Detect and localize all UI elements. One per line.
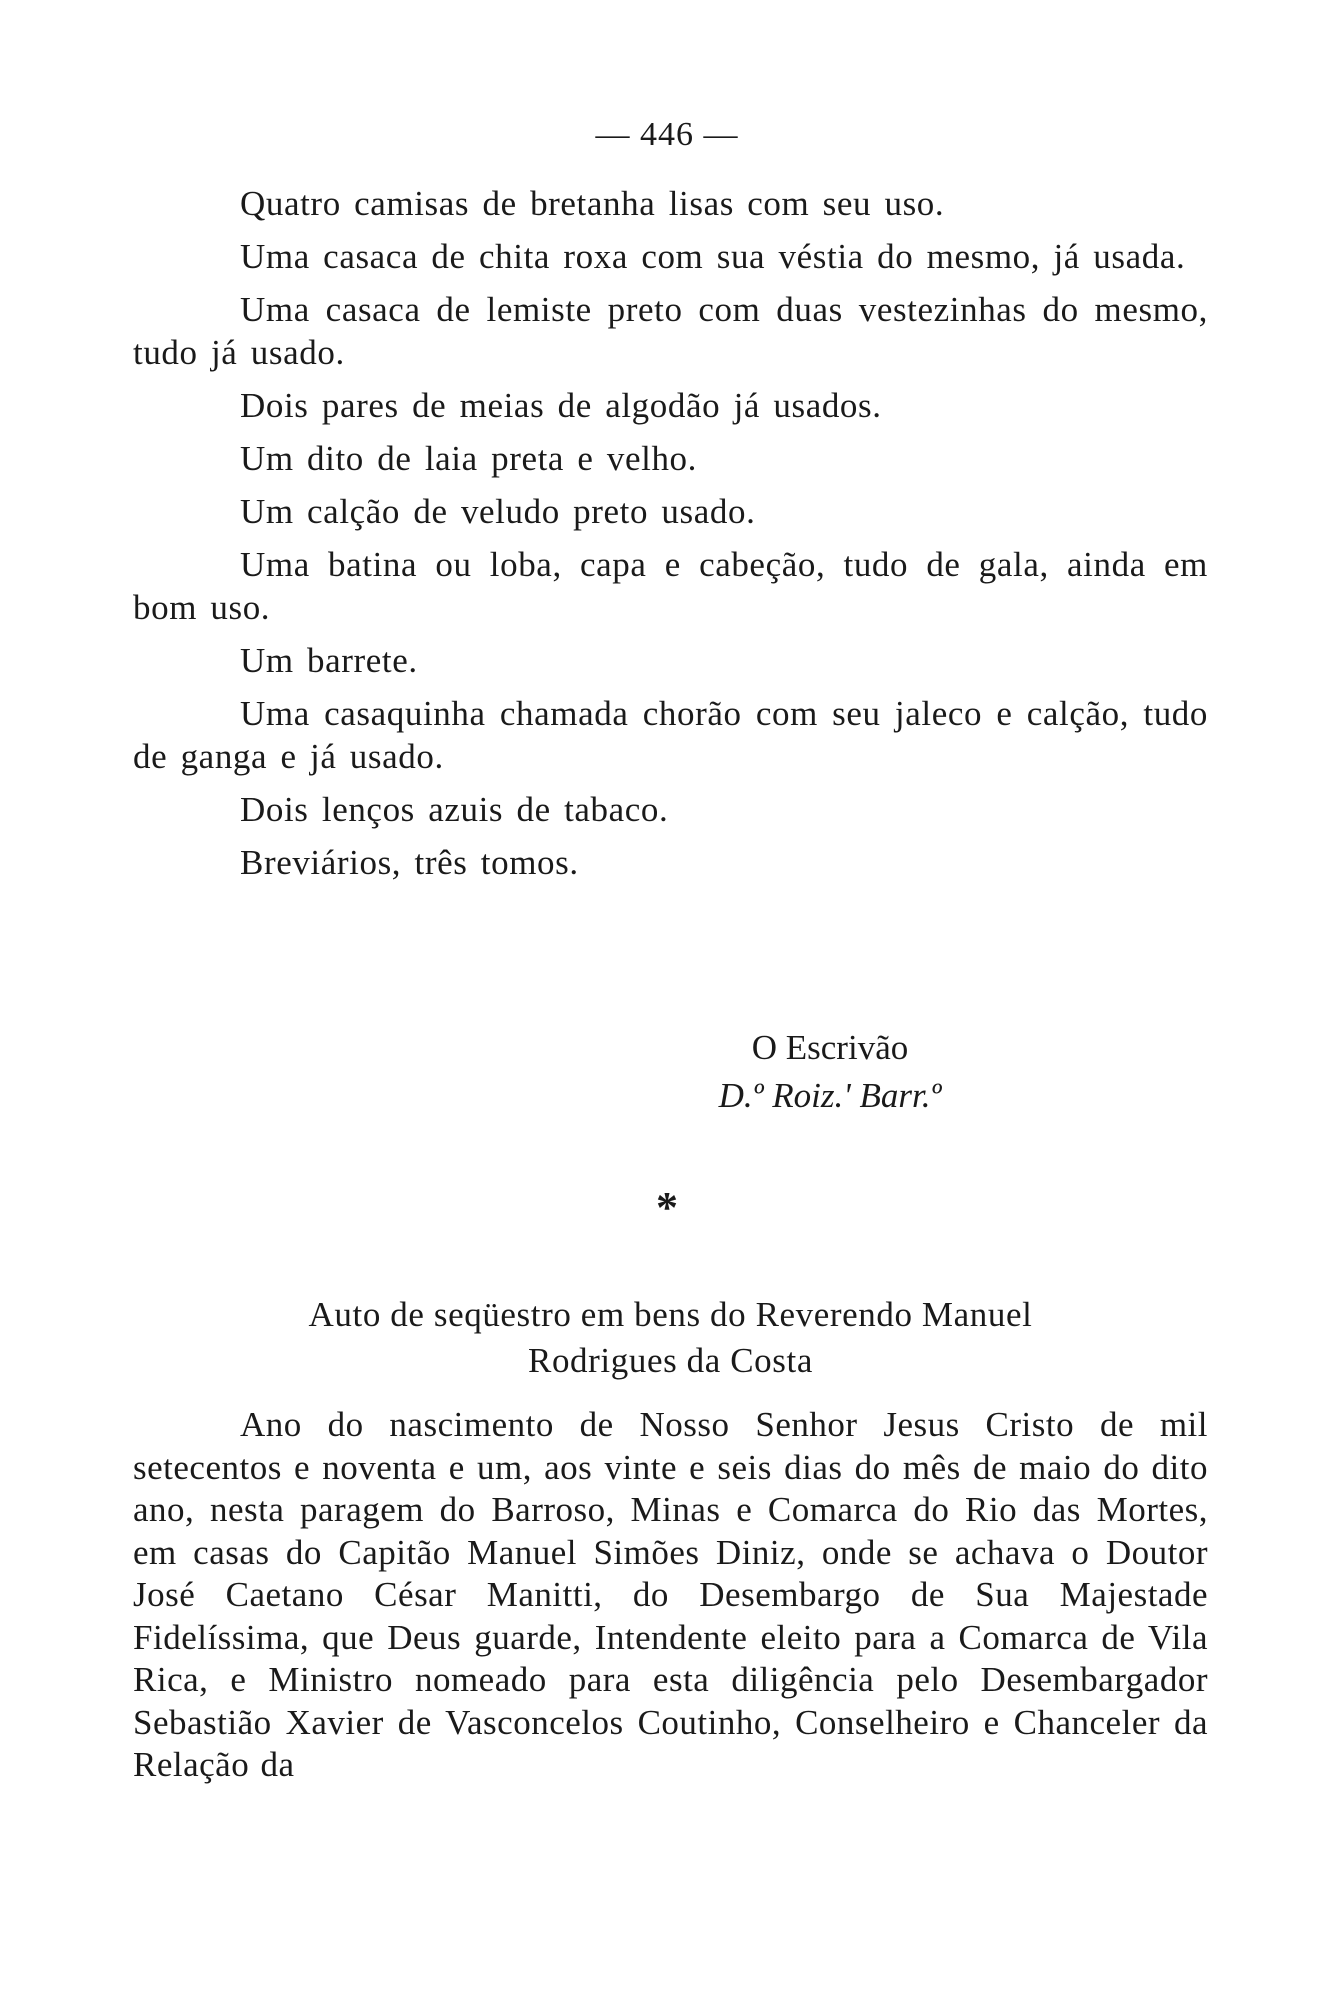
page-number: — 446 — — [595, 116, 739, 153]
inventory-item: Dois lenços azuis de tabaco. — [240, 790, 669, 829]
inventory-item: Breviários, três tomos. — [240, 843, 579, 882]
section-heading-line: Rodrigues da Costa — [528, 1341, 813, 1380]
signature-block — [680, 1024, 980, 1120]
inventory-item: Um dito de laia preta e velho. — [240, 439, 697, 478]
inventory-item: Uma casaca de chita roxa com sua véstia do mesmo, já usada. — [240, 237, 1186, 276]
inventory-list — [133, 182, 1208, 894]
signature-name: D.º Roiz.' Barr.º — [718, 1076, 942, 1115]
inventory-item: Um barrete. — [240, 641, 418, 680]
inventory-item: Quatro camisas de bretanha lisas com seu uso. — [240, 184, 945, 223]
inventory-item: Uma casaquinha chamada chorão com seu jaleco e calção, tudo de ganga e já usado. — [133, 694, 1208, 776]
signature-title: O Escrivão — [751, 1028, 909, 1067]
section-separator: * — [656, 1183, 678, 1232]
section-heading-line: Auto de seqüestro em bens do Reverendo Manuel — [308, 1295, 1033, 1334]
inventory-item: Dois pares de meias de algodão já usados. — [240, 386, 882, 425]
inventory-item: Uma batina ou loba, capa e cabeção, tudo de gala, ainda em bom uso. — [133, 545, 1208, 627]
section-body: Ano do nascimento de Nosso Senhor Jesus Cristo de mil setecentos e noventa e um, aos vinte e seis dias do mês de maio do dito ano, nesta paragem do Barroso, Minas e Comarca do Rio das Mortes, em casas do Capitão Manuel Simões Diniz, onde se achava o Doutor José Caetano César Manitti, do Desembargo de Sua Majestade Fidelíssima, que Deus guarde, Intendente eleito para a Comarca de Vila Rica, e Ministro nomeado para esta diligência pelo Desembargador Sebastião Xavier de Vasconcelos Coutinho, Conselheiro e Chanceler da Relação da — [133, 1405, 1208, 1784]
inventory-item: Um calção de veludo preto usado. — [240, 492, 756, 531]
section-heading — [133, 1292, 1208, 1384]
inventory-item: Uma casaca de lemiste preto com duas vestezinhas do mesmo, tudo já usado. — [133, 290, 1208, 372]
